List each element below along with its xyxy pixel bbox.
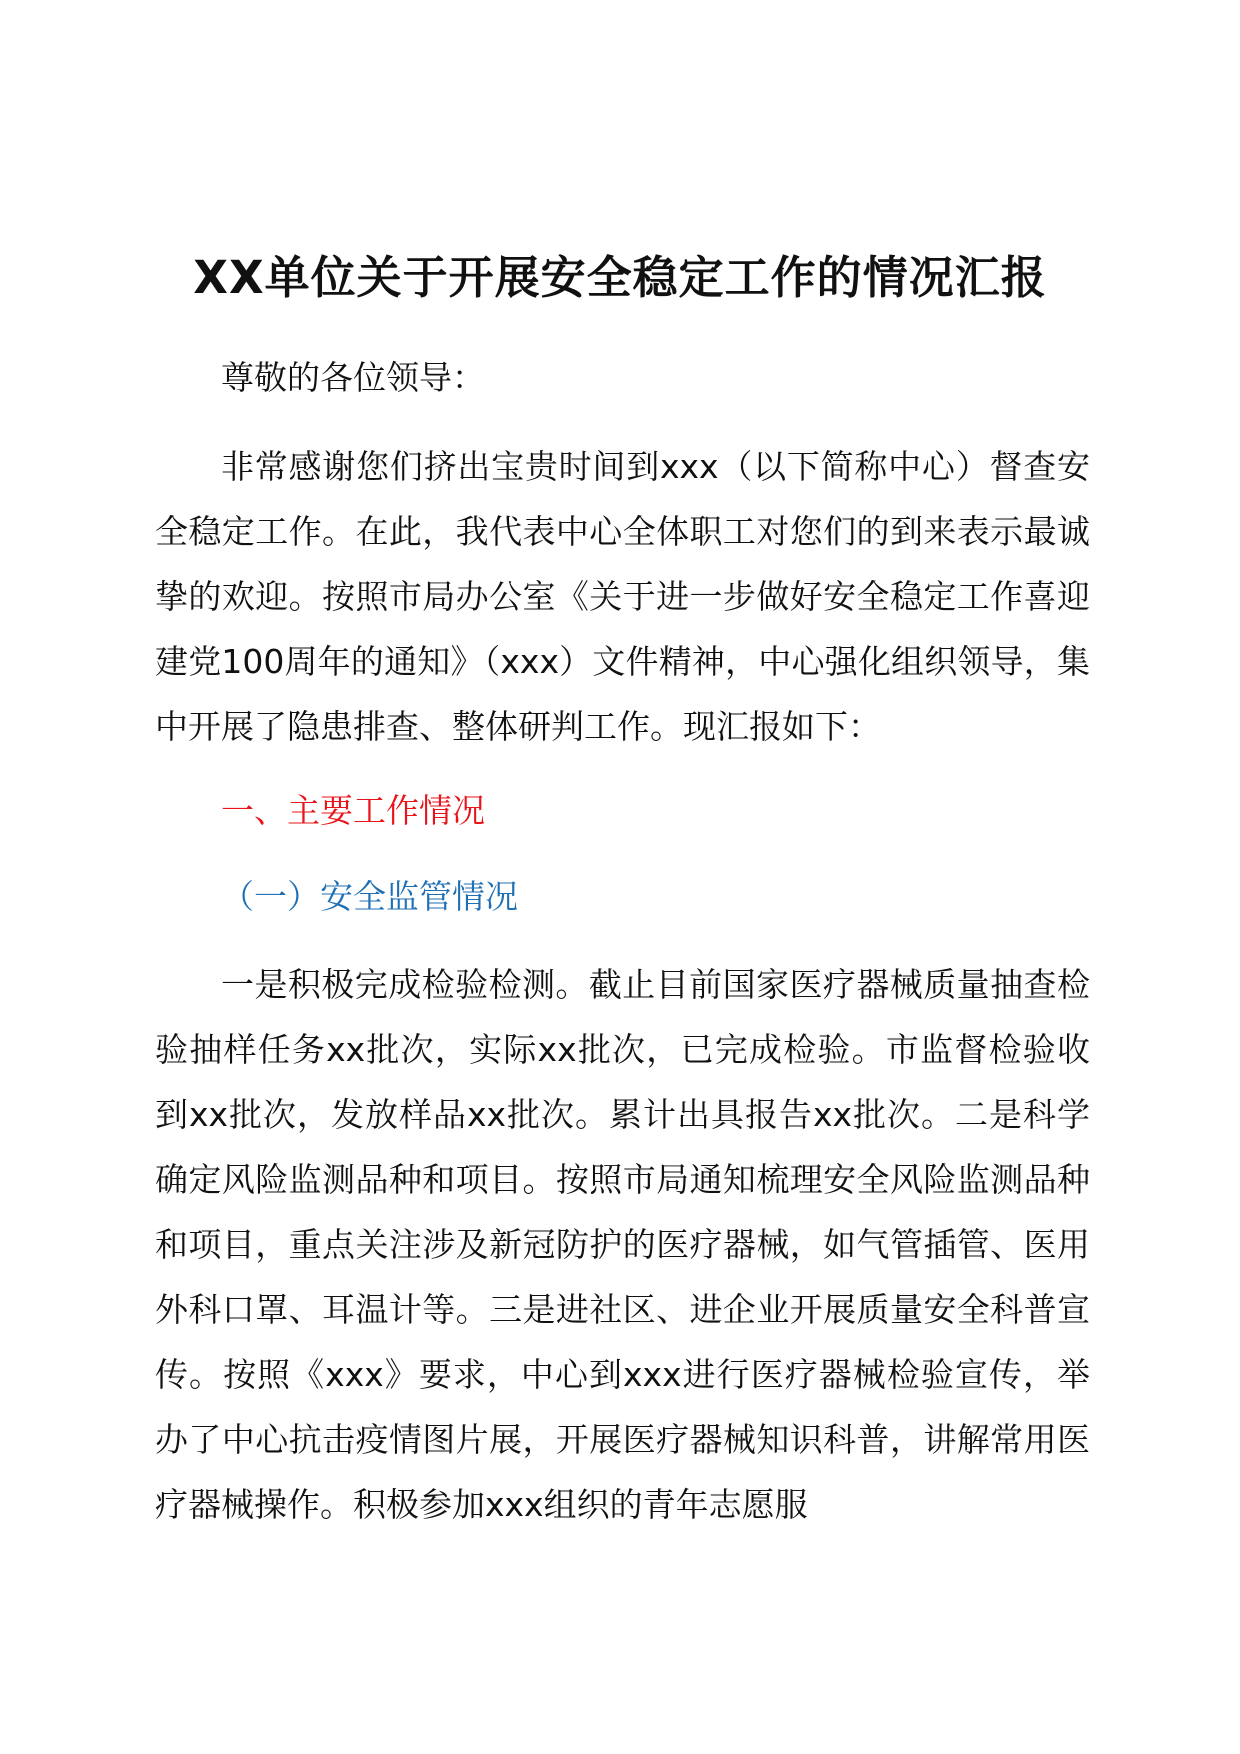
section-heading-main-work: 一、主要工作情况 — [221, 791, 485, 830]
document-title: XX单位关于开展安全稳定工作的情况汇报 — [193, 251, 1047, 304]
intro-paragraph: 非常感谢您们挤出宝贵时间到xxx（以下简称中心）督查安全稳定工作。在此，我代表中心全体职工对您们的到来表示最诚挚的欢迎。按照市局办公室《关于进一步做好安全稳定工作喜迎建党100周年的通知》（xxx）文件精神，中心强化组织领导，集中开展了隐患排查、整体研判工作。现汇报如下： — [155, 447, 1090, 746]
safety-supervision-paragraph: 一是积极完成检验检测。截止目前国家医疗器械质量抽查检验抽样任务xx批次，实际xx批次，已完成检验。市监督检验收到xx批次，发放样品xx批次。累计出具报告xx批次。二是科学确定风险监测品种和项目。按照市局通知梳理安全风险监测品种和项目，重点关注涉及新冠防护的医疗器械，如气管插管、医用外科口罩、耳温计等。三是进社区、进企业开展质量安全科普宣传。按照《xxx》要求，中心到xxx进行医疗器械检验宣传，举办了中心抗击疫情图片展，开展医疗器械知识科普，讲解常用医疗器械操作。积极参加xxx组织的青年志愿服 — [155, 965, 1090, 1524]
subsection-heading-safety-supervision: （一）安全监管情况 — [221, 877, 518, 916]
greeting: 尊敬的各位领导： — [221, 358, 485, 397]
